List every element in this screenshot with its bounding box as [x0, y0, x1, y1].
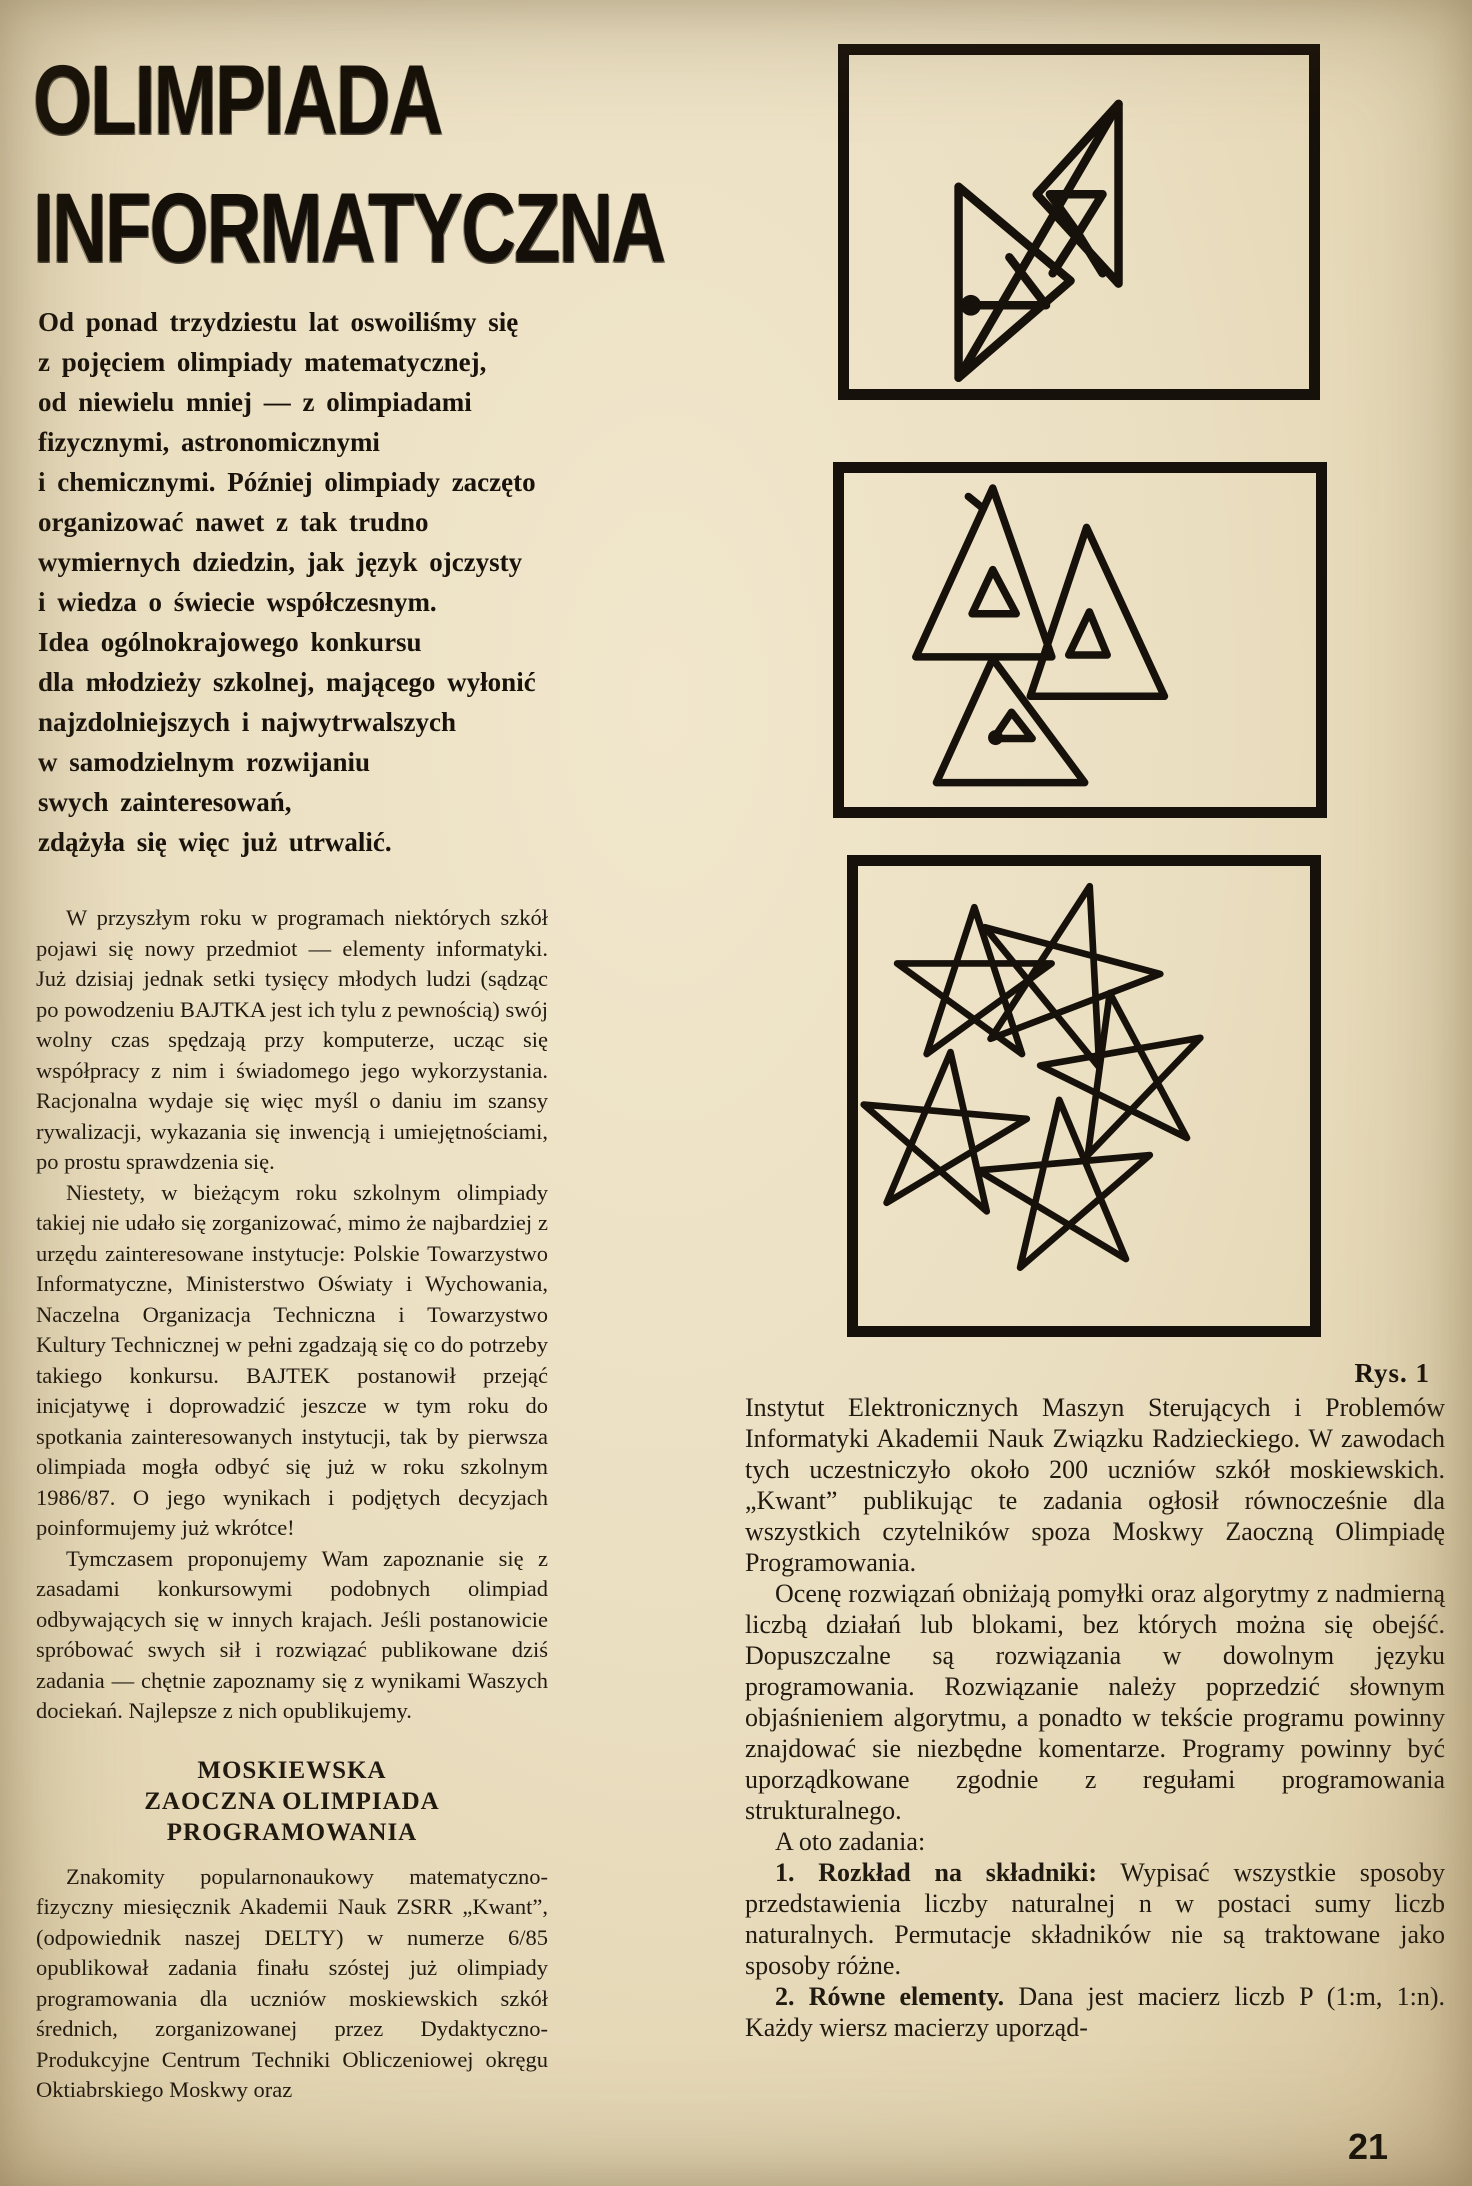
figure-caption: Rys. 1: [1354, 1358, 1430, 1388]
lead-line: wymiernych dziedzin, jak język ojczysty: [38, 547, 523, 577]
lead-line: dla młodzieży szkolnej, mającego wyłonić: [38, 667, 536, 697]
body-paragraph: Znakomity popularnonaukowy matematyczno-fizyczny miesięcznik Akademii Nauk ZSRR „Kwant”, (odpowiednik naszej DELTY) w numerze 6/85 opublikował zadania finału szóstej już olimpiady programowania dla uczniów moskiewskich szkół średnich, zorganizowanej przez Dydaktyczno-Produkcyjne Centrum Techniki Obliczeniowej okręgu Oktiabrskiego Moskwy oraz: [36, 1863, 548, 2102]
lead-line: fizycznymi, astronomicznymi: [38, 427, 380, 457]
section-heading-line-1: MOSKIEWSKA: [197, 1756, 387, 1784]
task-1-text: Wypisać wszystkie sposoby przedstawienia liczby naturalnej n w postaci sumy liczb naturalnych. Permutacje składników nie są traktowane jako sposoby różne.: [745, 1858, 1445, 1980]
lead-line: i wiedza o świecie współczesnym.: [38, 587, 437, 617]
figure1-nested-triangles-drawing: [838, 44, 1320, 400]
lead-line: z pojęciem olimpiady matematycznej,: [38, 347, 487, 377]
lead-line: swych zainteresowań,: [38, 787, 292, 817]
left-body-column: [36, 903, 548, 2106]
lead-line: w samodzielnym rozwijaniu: [38, 747, 370, 777]
page-number: 21: [1348, 2126, 1389, 2167]
lead-line: Idea ogólnokrajowego konkursu: [38, 627, 422, 657]
lead-line: najzdolniejszych i najwytrwalszych: [38, 707, 456, 737]
task-2: [745, 1981, 1445, 2043]
lead-line: zdążyła się więc już utrwalić.: [38, 827, 392, 857]
task-2-title: 2. Równe elementy.: [775, 1982, 1005, 2011]
article-title-line-1: OLIMPIADA: [33, 45, 442, 156]
figure3-svg: [858, 866, 1310, 1326]
section-heading: [36, 1755, 548, 1848]
figure2-svg: [844, 473, 1316, 807]
task-1: [745, 1857, 1445, 1981]
body-paragraph: Tymczasem proponujemy Wam zapoznanie się z zasadami konkursowymi podobnych olimpiad odbywających się w innych krajach. Jeśli postanowicie spróbować swych sił i rozwiązać publikowane dziś zadania — chętnie zapoznamy się z wynikami Waszych dociekań. Najlepsze z nich opublikujemy.: [36, 1545, 548, 1723]
lead-line: i chemicznymi. Później olimpiady zaczęto: [38, 467, 536, 497]
right-body-column: [745, 1392, 1445, 2043]
task-1-title: 1. Rozkład na składniki:: [775, 1858, 1097, 1887]
article-title-line-2: INFORMATYCZNA: [33, 173, 665, 284]
body-paragraph: Instytut Elektronicznych Maszyn Sterujących i Problemów Informatyki Akademii Nauk Związku Radzieckiego. W zawodach tych uczestniczyło około 200 uczniów szkół moskiewskich. „Kwant” publikując te zadania ogłosił równocześnie dla wszystkich czytelników spoza Moskwy Zaoczną Olimpiadę Programowania.: [745, 1393, 1445, 1577]
lead-line: organizować nawet z tak trudno: [38, 507, 429, 537]
tasks-intro: A oto zadania:: [775, 1827, 926, 1856]
lead-paragraph: [38, 302, 578, 862]
task-2-text: Dana jest macierz liczb P (1:m, 1:n). Każdy wiersz macierzy uporząd-: [745, 1982, 1445, 2042]
body-paragraph: Niestety, w bieżącym roku szkolnym olimpiady takiej nie udało się zorganizować, mimo że najbardziej z urzędu zainteresowane instytucje: Polskie Towarzystwo Informatyczne, Ministerstwo Oświaty i Wychowania, Naczelna Organizacja Techniczna i Towarzystwo Kultury Technicznej w pełni zgadzają się co do potrzeby takiego konkursu. BAJTEK postanowił przejąć inicjatywę i doprowadzić jeszcze w tym roku do spotkania zainteresowanych instytucji, tak by pierwsza olimpiada mogła odbyć się już w roku szkolnym 1986/87. O jego wynikach i podjętych decyzjach poinformujemy już wkrótce!: [36, 1179, 548, 1540]
section-heading-line-2: ZAOCZNA OLIMPIADA PROGRAMOWANIA: [144, 1787, 440, 1846]
figure3-overlapping-stars-drawing: [847, 855, 1321, 1337]
lead-line: od niewielu mniej — z olimpiadami: [38, 387, 472, 417]
figure2-overlapping-triangles-drawing: [833, 462, 1327, 818]
body-paragraph: Ocenę rozwiązań obniżają pomyłki oraz algorytmy z nadmierną liczbą działań lub blokami, bez których można się obejść. Dopuszczalne są rozwiązania w dowolnym języku programowania. Rozwiązanie należy poprzedzić słownym objaśnieniem algorytmu, a ponadto w tekście programu powinny znajdować sie niezbędne komentarze. Programy powinny być uporządkowane zgodnie z regułami programowania strukturalnego.: [745, 1579, 1445, 1825]
body-paragraph: W przyszłym roku w programach niektórych szkół pojawi się nowy przedmiot — elementy informatyki. Już dzisiaj jednak setki tysięcy młodych ludzi (sądząc po powodzeniu BAJTKA jest ich tylu z pewnością) swój wolny czas spędzają przy komputerze, ucząc się współpracy z nim i świadomego jego wykorzystania. Racjonalna wydaje się więc myśl o daniu im szansy rywalizacji, wykazania się inwencją i umiejętnościami, po prostu sprawdzenia się.: [36, 905, 548, 1174]
figure1-svg: [849, 55, 1309, 389]
lead-line: Od ponad trzydziestu lat oswoiliśmy się: [38, 307, 519, 337]
